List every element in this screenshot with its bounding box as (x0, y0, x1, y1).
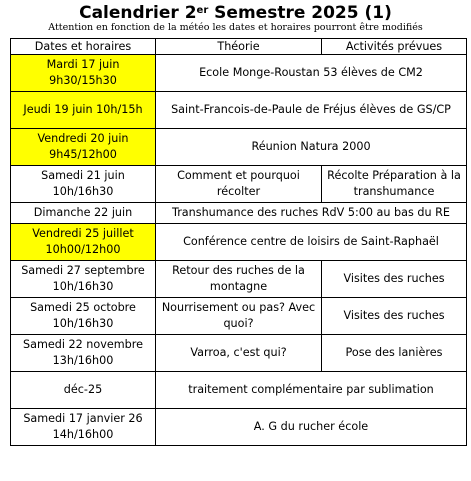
page-title: Calendrier 2er Semestre 2025 (1) (79, 3, 392, 23)
table-row (11, 92, 467, 129)
activite-cell: Visites des ruches (322, 298, 467, 335)
table-row (11, 372, 467, 409)
date-cell: Mardi 17 juin 9h30/15h30 (11, 55, 156, 92)
event-cell: Réunion Natura 2000 (156, 129, 467, 166)
event-cell: Saint-Francois-de-Paule de Fréjus élèves de GS/CP (156, 92, 467, 129)
column-header-dates: Dates et horaires (11, 39, 156, 55)
date-cell: Dimanche 22 juin (11, 203, 156, 224)
date-cell: Samedi 27 septembre 10h/16h30 (11, 261, 156, 298)
event-cell: Ecole Monge-Roustan 53 élèves de CM2 (156, 55, 467, 92)
table-row (11, 224, 467, 261)
table-header-row (11, 39, 467, 55)
date-cell: Vendredi 20 juin 9h45/12h00 (11, 129, 156, 166)
activite-cell: Visites des ruches (322, 261, 467, 298)
table-row (11, 55, 467, 92)
date-cell: Samedi 21 juin 10h/16h30 (11, 166, 156, 203)
table-row (11, 261, 467, 298)
table-row (11, 129, 467, 166)
calendar-table (10, 38, 467, 446)
date-cell: Vendredi 25 juillet 10h00/12h00 (11, 224, 156, 261)
event-cell: Conférence centre de loisirs de Saint-Raphaël (156, 224, 467, 261)
activite-cell: Récolte Préparation à la transhumance (322, 166, 467, 203)
date-cell: Jeudi 19 juin 10h/15h (11, 92, 156, 129)
table-row (11, 298, 467, 335)
theorie-cell: Comment et pourquoi récolter (156, 166, 322, 203)
table-row (11, 203, 467, 224)
date-cell: Samedi 22 novembre 13h/16h00 (11, 335, 156, 372)
activite-cell: Pose des lanières (322, 335, 467, 372)
title-superscript: er (196, 5, 209, 16)
table-row (11, 166, 467, 203)
date-cell: Samedi 17 janvier 26 14h/16h00 (11, 409, 156, 446)
event-cell: traitement complémentaire par sublimation (156, 372, 467, 409)
table-row (11, 409, 467, 446)
table-row (11, 335, 467, 372)
date-cell: Samedi 25 octobre 10h/16h30 (11, 298, 156, 335)
theorie-cell: Nourrisement ou pas? Avec quoi? (156, 298, 322, 335)
theorie-cell: Retour des ruches de la montagne (156, 261, 322, 298)
column-header-theorie: Théorie (156, 39, 322, 55)
theorie-cell: Varroa, c'est qui? (156, 335, 322, 372)
event-cell: A. G du rucher école (156, 409, 467, 446)
event-cell: Transhumance des ruches RdV 5:00 au bas du RE (156, 203, 467, 224)
column-header-activites: Activités prévues (322, 39, 467, 55)
page-subtitle: Attention en fonction de la météo les dates et horaires pourront être modifiés (48, 22, 423, 33)
date-cell: déc-25 (11, 372, 156, 409)
